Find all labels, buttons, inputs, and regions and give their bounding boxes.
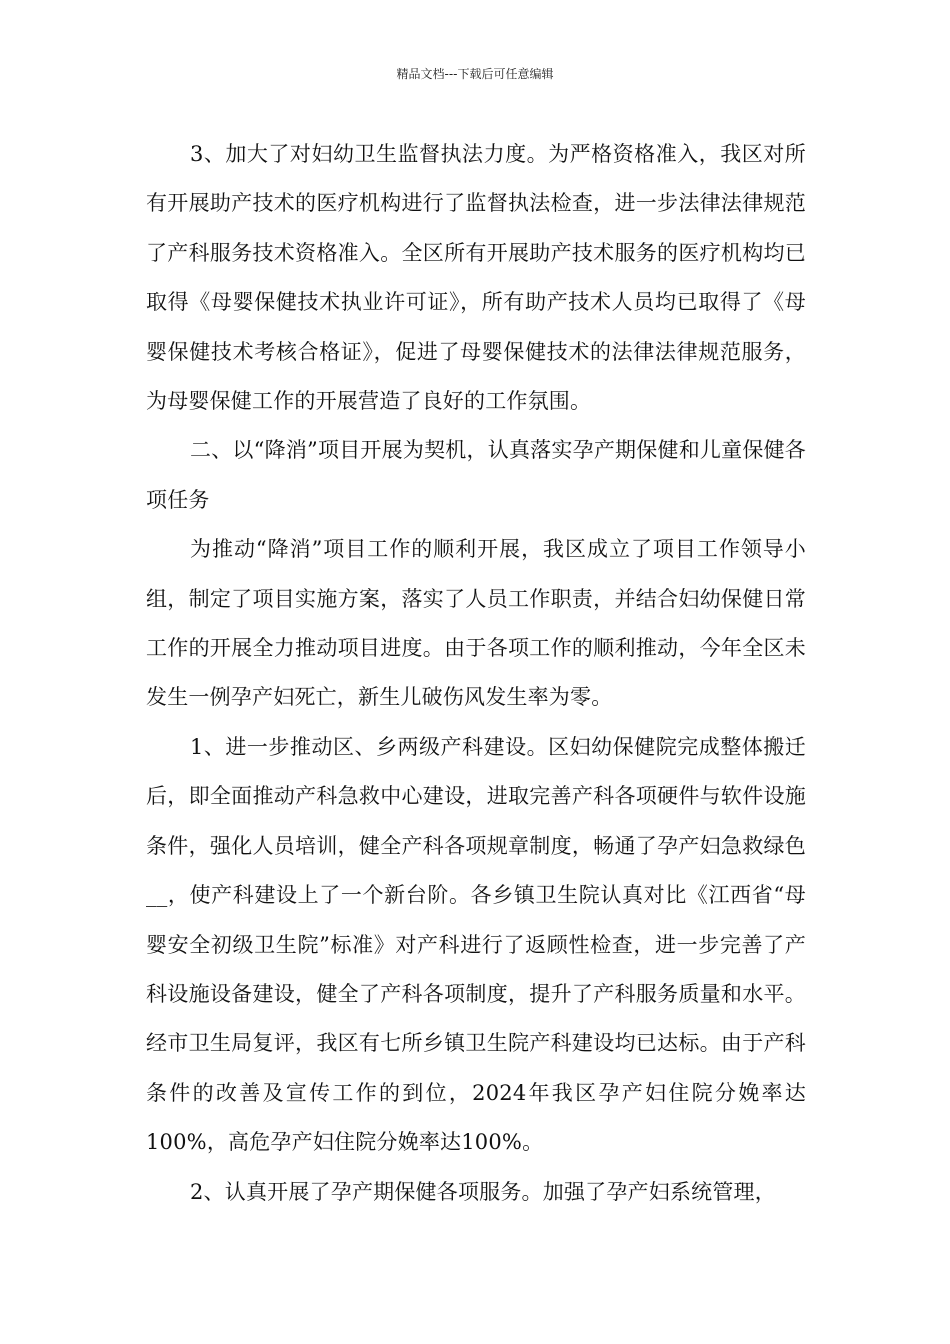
paragraph-supervision: 3、加大了对妇幼卫生监督执法力度。为严格资格准入，我区对所有开展助产技术的医疗机构进行了监督执法检查，进一步法律法律规范了产科服务技术资格准入。全区所有开展助产技术服务的医疗机构均已取得《母婴保健技术执业许可证》，所有助产技术人员均已取得了《母婴保健技术考核合格证》，促进了母婴保健技术的法律法律规范服务，为母婴保健工作的开展营造了良好的工作氛围。 (146, 142, 806, 414)
document-body (146, 130, 806, 1217)
paragraph-obstetrics-construction: 1、进一步推动区、乡两级产科建设。区妇幼保健院完成整体搬迁后，即全面推动产科急救中心建设，进取完善产科各项硬件与软件设施条件，强化人员培训，健全产科各项规章制度，畅通了孕产妇急救绿色__，使产科建设上了一个新台阶。各乡镇卫生院认真对比《江西省“母婴安全初级卫生院”标准》对产科进行了返顾性检查，进一步完善了产科设施设备建设，健全了产科各项制度，提升了产科服务质量和水平。经市卫生局复评，我区有七所乡镇卫生院产科建设均已达标。由于产科条件的改善及宣传工作的到位，2024年我区孕产妇住院分娩率达100%，高危孕产妇住院分娩率达100%。 (146, 734, 806, 1155)
paragraph-project-overview: 为推动“降消”项目工作的顺利开展，我区成立了项目工作领导小组，制定了项目实施方案，落实了人员工作职责，并结合妇幼保健日常工作的开展全力推动项目进度。由于各项工作的顺利推动，今年全区未发生一例孕产妇死亡，新生儿破伤风发生率为零。 (146, 537, 806, 710)
section-heading-two: 二、以“降消”项目开展为契机，认真落实孕产期保健和儿童保健各项任务 (146, 438, 806, 512)
page-header: 精品文档---下载后可任意编辑 (396, 67, 554, 81)
paragraph-prenatal-services: 2、认真开展了孕产期保健各项服务。加强了孕产妇系统管理， (190, 1179, 776, 1204)
